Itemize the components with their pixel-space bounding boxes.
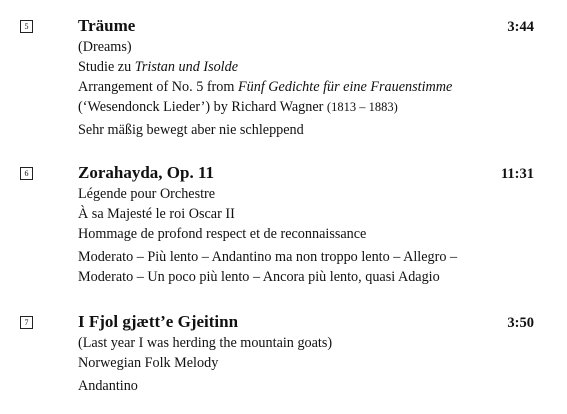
arrangement-prefix: Arrangement of No. 5 from xyxy=(78,79,238,95)
track-study-line xyxy=(78,59,238,76)
track-subtitle: (Dreams) xyxy=(78,39,132,55)
track-title: Träume xyxy=(78,16,136,35)
track-credit-line xyxy=(78,99,398,116)
study-prefix: Studie zu xyxy=(78,59,135,75)
track-duration: 3:50 xyxy=(507,315,534,331)
track-title: I Fjol gjætt’e Gjeitinn xyxy=(78,312,239,331)
track-subtitle: (Last year I was herding the mountain goats) xyxy=(78,335,333,351)
arrangement-work: Fünf Gedichte für eine Frauenstimme xyxy=(237,79,453,95)
track-tempo-2: Moderato – Un poco più lento – Ancora più lento, quasi Adagio xyxy=(78,269,440,285)
track-line-2: À sa Majesté le roi Oscar II xyxy=(78,206,235,222)
track-tempo-1: Moderato – Più lento – Andantino ma non troppo lento – Allegro – xyxy=(78,249,458,265)
credit-text: (‘Wesendonck Lieder’) by Richard Wagner xyxy=(78,99,324,115)
track-number-badge: 5 xyxy=(20,20,33,33)
track-duration: 3:44 xyxy=(507,19,534,35)
track-duration: 11:31 xyxy=(500,166,534,182)
track-number-badge: 7 xyxy=(20,316,33,329)
track-arrangement-line xyxy=(78,79,452,96)
track-line-1: Norwegian Folk Melody xyxy=(78,355,219,371)
track-line-3: Hommage de profond respect et de reconnaissance xyxy=(78,226,367,242)
study-work: Tristan und Isolde xyxy=(134,59,239,75)
track-number-badge: 6 xyxy=(20,167,33,180)
credit-dates: (1813 – 1883) xyxy=(326,100,398,114)
track-title: Zorahayda, Op. 11 xyxy=(78,163,215,182)
track-tempo: Sehr mäßig bewegt aber nie schleppend xyxy=(78,122,304,138)
track-line-1: Légende pour Orchestre xyxy=(78,186,216,202)
track-tempo: Andantino xyxy=(78,378,138,394)
